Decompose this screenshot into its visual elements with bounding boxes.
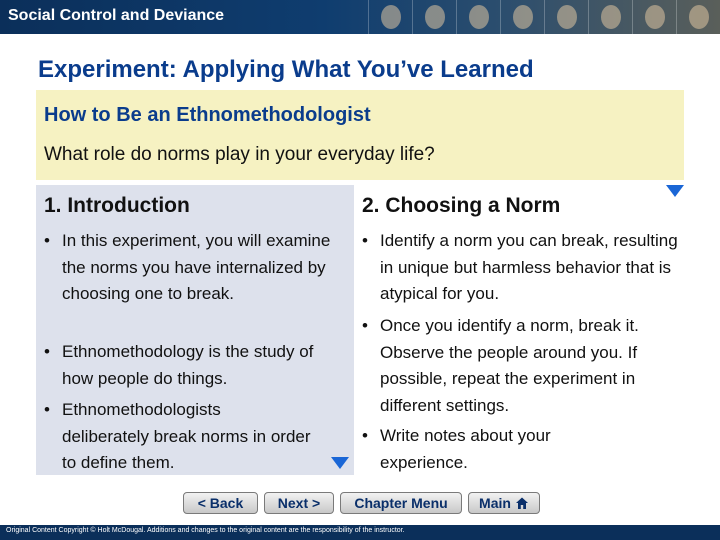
header-photo — [632, 0, 676, 34]
next-button[interactable]: Next > — [264, 492, 334, 514]
home-icon — [515, 496, 529, 510]
list-item — [44, 397, 312, 477]
back-button[interactable]: < Back — [183, 492, 258, 514]
main-button[interactable] — [468, 492, 540, 514]
bullet-dot: • — [44, 342, 50, 361]
main-button-label: Main — [479, 495, 511, 511]
header-bar — [0, 0, 720, 34]
header-photo — [368, 0, 412, 34]
header-photo — [456, 0, 500, 34]
bullet-dot: • — [44, 231, 50, 250]
list-item — [362, 228, 688, 308]
list-item-text: Write notes about your experience. — [380, 426, 551, 472]
copyright-notice: Original Content Copyright © Holt McDougal. Additions and changes to the original content are the responsibility of the instructor. — [6, 527, 405, 534]
header-photo — [676, 0, 720, 34]
bullet-dot: • — [362, 426, 368, 445]
list-item — [362, 313, 692, 419]
header-photo — [412, 0, 456, 34]
list-item — [362, 423, 622, 476]
slide-title: Experiment: Applying What You’ve Learned — [38, 56, 534, 83]
list-item — [44, 339, 344, 392]
bullet-dot: • — [44, 400, 50, 419]
header-photo-strip — [368, 0, 720, 34]
header-photo — [500, 0, 544, 34]
list-item-text: Ethnomethodology is the study of how people do things. — [62, 342, 314, 388]
chapter-title: Social Control and Deviance — [8, 7, 225, 24]
focus-question: What role do norms play in your everyday life? — [44, 144, 435, 165]
list-item-text: Identify a norm you can break, resulting in unique but harmless behavior that is atypical for you. — [380, 231, 678, 303]
list-item-text: Ethnomethodologists deliberately break norms in order to define them. — [62, 400, 311, 472]
triangle-down-icon[interactable] — [666, 185, 684, 197]
section-subtitle: How to Be an Ethnomethodologist — [44, 104, 371, 126]
list-item-text: In this experiment, you will examine the norms you have internalized by choosing one to break. — [62, 231, 331, 303]
footer-bar — [0, 525, 720, 540]
chapter-menu-button[interactable]: Chapter Menu — [340, 492, 462, 514]
header-photo — [544, 0, 588, 34]
header-photo — [588, 0, 632, 34]
choosing-norm-heading: 2. Choosing a Norm — [362, 194, 561, 217]
bullet-dot: • — [362, 316, 368, 335]
introduction-heading: 1. Introduction — [44, 194, 190, 217]
list-item — [44, 228, 344, 308]
bullet-dot: • — [362, 231, 368, 250]
triangle-down-icon[interactable] — [331, 457, 349, 469]
question-box — [36, 90, 684, 180]
list-item-text: Once you identify a norm, break it. Observe the people around you. If possible, repeat the experiment in different settings. — [380, 316, 639, 415]
